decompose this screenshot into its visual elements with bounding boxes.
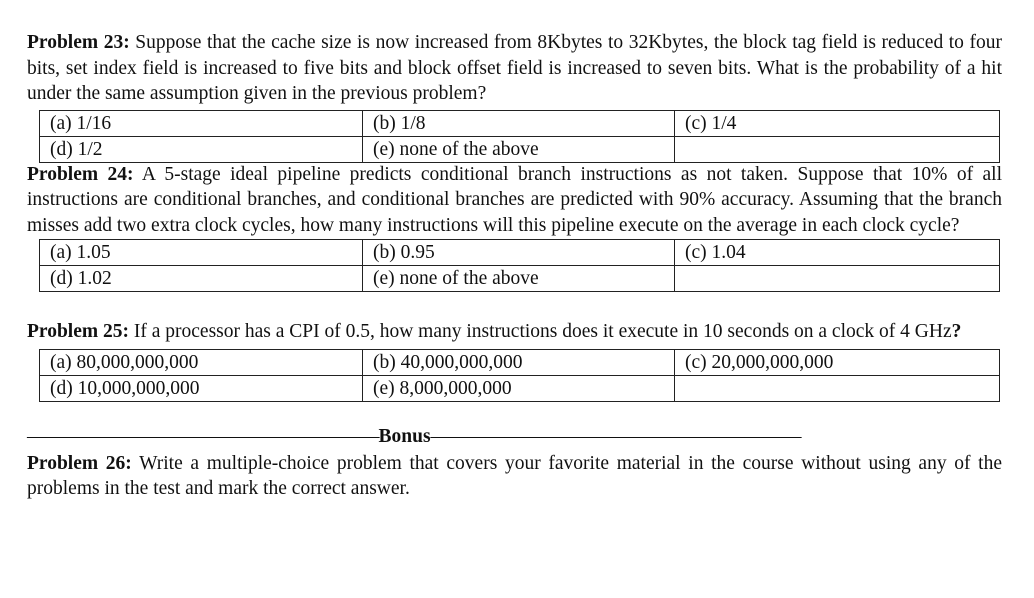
choice-b: (b) 0.95 [363, 240, 675, 266]
problem-25-label: Problem 25: [27, 321, 129, 342]
problem-24 [27, 162, 1002, 239]
exam-page [27, 30, 1002, 502]
problem-23-label: Problem 23: [27, 32, 130, 53]
choice-e: (e) 8,000,000,000 [363, 375, 675, 401]
bonus-right-dashes: ———————————————————— [430, 425, 801, 447]
choice-c: (c) 1.04 [675, 240, 1000, 266]
choice-e: (e) none of the above [363, 266, 675, 292]
bonus-separator [27, 425, 1002, 449]
problem-23 [27, 30, 1002, 107]
problem-26-text: Write a multiple-choice problem that covers your favorite material in the course without using any of the problems in the test and mark the correct answer. [27, 452, 1002, 499]
choice-a: (a) 1.05 [40, 240, 363, 266]
problem-24-label: Problem 24: [27, 163, 134, 185]
choice-b: (b) 1/8 [363, 110, 675, 136]
choice-a: (a) 80,000,000,000 [40, 349, 363, 375]
problem-23-text: Suppose that the cache size is now increased from 8Kbytes to 32Kbytes, the block tag field is reduced to four bits, set index field is increased to five bits and block offset field is increased to seven bits. What is the probability of a hit under the same assumption given in the previous problem? [27, 32, 1002, 104]
choice-empty [675, 136, 1000, 162]
problem-23-choices [39, 110, 1000, 163]
choice-c: (c) 20,000,000,000 [675, 349, 1000, 375]
problem-24-text: A 5-stage ideal pipeline predicts conditional branch instructions as not taken. Suppose that 10% of all instructions are conditional branches, and conditional branches are predicted with 90% accuracy. Assuming that the branch misses add two extra clock cycles, how many instructions will this pipeline execute on the average in each clock cycle? [27, 163, 1003, 236]
problem-24-choices [39, 239, 1000, 292]
choice-d: (d) 1/2 [40, 136, 363, 162]
choice-empty [675, 375, 1000, 401]
choice-c: (c) 1/4 [675, 110, 1000, 136]
choice-a: (a) 1/16 [40, 110, 363, 136]
problem-25-question-mark: ? [951, 321, 962, 342]
problem-26-label: Problem 26: [27, 452, 132, 474]
choice-b: (b) 40,000,000,000 [363, 349, 675, 375]
problem-26 [27, 451, 1002, 502]
problem-25-choices [39, 349, 1000, 402]
problem-25-text: If a processor has a CPI of 0.5, how many instructions does it execute in 10 seconds on a clock of 4 GHz [129, 321, 952, 342]
choice-d: (d) 1.02 [40, 266, 363, 292]
choice-e: (e) none of the above [363, 136, 675, 162]
choice-d: (d) 10,000,000,000 [40, 375, 363, 401]
problem-25 [27, 319, 1002, 345]
choice-empty [675, 266, 1000, 292]
bonus-label: Bonus [378, 425, 431, 447]
bonus-left-dashes: ——————————————————— [27, 425, 379, 447]
